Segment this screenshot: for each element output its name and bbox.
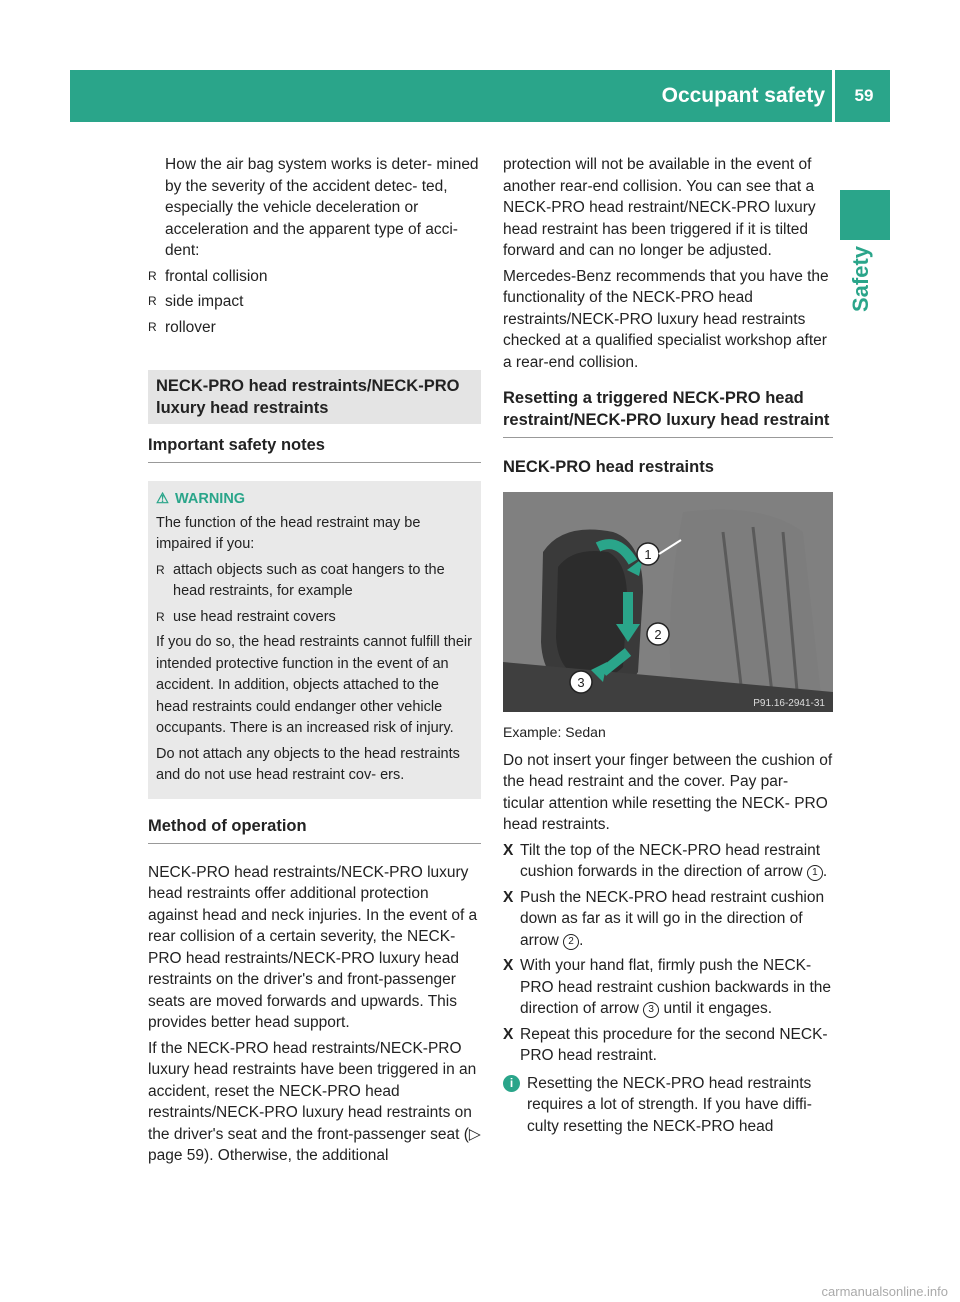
photo-label-1: 1 bbox=[644, 547, 652, 562]
right-column bbox=[503, 154, 833, 1137]
step-number-badge: 3 bbox=[643, 1002, 659, 1018]
step-number-badge: 1 bbox=[807, 865, 823, 881]
section-heading: NECK-PRO head restraints/NECK-PRO luxury head restraints bbox=[148, 370, 481, 424]
warning-box bbox=[148, 481, 481, 799]
neck-pro-heading: NECK-PRO head restraints bbox=[503, 458, 714, 476]
left-column bbox=[148, 154, 481, 1171]
photo-label-3: 3 bbox=[577, 675, 585, 690]
page-number: 59 bbox=[854, 86, 874, 105]
header-divider bbox=[832, 70, 835, 122]
step-number-badge: 2 bbox=[563, 934, 579, 950]
warning-title: ⚠ WARNING bbox=[156, 491, 246, 507]
warning-triangle-icon: ⚠ bbox=[156, 491, 169, 507]
side-tab-block bbox=[840, 190, 890, 240]
step-item: X Repeat this procedure for the second NECK-PRO head restraint. bbox=[503, 1025, 828, 1064]
photo-code: P91.16-2941-31 bbox=[753, 698, 825, 709]
body-paragraph: protection will not be available in the event of another rear-end collision. You can see that a NECK-PRO head restraint/NECK-PRO luxury head restraint has been triggered if it is tilted forward and can no longer be adjusted. bbox=[503, 156, 816, 259]
bullet-icon: R bbox=[156, 562, 165, 577]
step-arrow-icon: X bbox=[503, 1025, 514, 1043]
warning-paragraph: If you do so, the head restraints cannot fulfill their intended protective function in the event of an accident. In addition, objects attached to the head restraints could endanger other vehicle occupants. There is an increased risk of injury. bbox=[156, 634, 472, 736]
list-item: R side impact bbox=[148, 291, 481, 313]
step-arrow-icon: X bbox=[503, 957, 514, 974]
list-item: R attach objects such as coat hangers to the head restraints, for example bbox=[156, 561, 445, 599]
section-title: Occupant safety bbox=[661, 84, 825, 107]
intro-paragraph: How the air bag system works is deter- mined by the severity of the accident detec- ted, especially the vehicle deceleration or acceleration and the apparent type of acci- dent: bbox=[165, 156, 479, 259]
bullet-icon: R bbox=[148, 319, 157, 334]
photo-caption: Example: Sedan bbox=[503, 724, 606, 740]
body-paragraph: Do not insert your finger between the cushion of the head restraint and the cover. Pay par- ticular attention while resetting the NECK- PRO head restraints. bbox=[503, 751, 833, 833]
bullet-icon: R bbox=[156, 609, 165, 624]
bullet-icon: R bbox=[148, 268, 157, 283]
info-icon: i bbox=[503, 1075, 520, 1092]
info-note: i Resetting the NECK-PRO head restraints requires a lot of strength. If you have diffi- culty resetting the NECK-PRO head bbox=[503, 1073, 833, 1138]
method-paragraph: NECK-PRO head restraints/NECK-PRO luxury head restraints offer additional protection against head and neck injuries. In the event of a rear collision of a certain severity, the NECK- PRO head restraints/NECK-PRO luxury head restraints on the driver's and front-passenger seats are moved forwards and upwards. This provides better head support. bbox=[148, 863, 478, 1031]
step-arrow-icon: X bbox=[503, 888, 514, 906]
body-paragraph: Mercedes-Benz recommends that you have the functionality of the NECK-PRO head restraints/NECK-PRO luxury head restraints checked at a qualified specialist workshop after a rear-end collision. bbox=[503, 267, 829, 371]
step-item: X Tilt the top of the NECK-PRO head restraint cushion forwards in the direction of arrow 1 . bbox=[503, 841, 828, 880]
head-restraint-photo bbox=[503, 492, 833, 712]
side-tab-label: Safety bbox=[848, 245, 873, 312]
warning-paragraph: Do not attach any objects to the head restraints and do not use head restraint cov- ers. bbox=[156, 745, 460, 783]
important-notes-heading: Important safety notes bbox=[148, 434, 481, 463]
method-paragraph: If the NECK-PRO head restraints/NECK-PRO luxury head restraints have been triggered in an accident, reset the NECK-PRO head restraints/NECK-PRO luxury head restraints on the driver's seat and the front-passenger seat (▷ page 59). Otherwise, the additional bbox=[148, 1039, 481, 1164]
step-arrow-icon: X bbox=[503, 841, 514, 859]
warning-intro: The function of the head restraint may be impaired if you: bbox=[156, 514, 421, 552]
step-item: X With your hand flat, firmly push the NECK- PRO head restraint cushion backwards in the direction of arrow 3 until it engages. bbox=[503, 957, 832, 1017]
photo-label-2: 2 bbox=[654, 627, 662, 642]
bullet-icon: R bbox=[148, 294, 157, 308]
list-item: R use head restraint covers bbox=[156, 607, 473, 629]
list-item: R frontal collision bbox=[148, 266, 481, 288]
list-item: R rollover bbox=[148, 317, 481, 339]
step-item: X Push the NECK-PRO head restraint cushion down as far as it will go in the direction of arrow 2 . bbox=[503, 888, 825, 949]
method-heading: Method of operation bbox=[148, 815, 481, 844]
reset-heading: Resetting a triggered NECK-PRO head restraint/NECK-PRO luxury head restraint bbox=[503, 387, 833, 438]
footer-watermark: carmanualsonline.info bbox=[821, 1284, 948, 1299]
